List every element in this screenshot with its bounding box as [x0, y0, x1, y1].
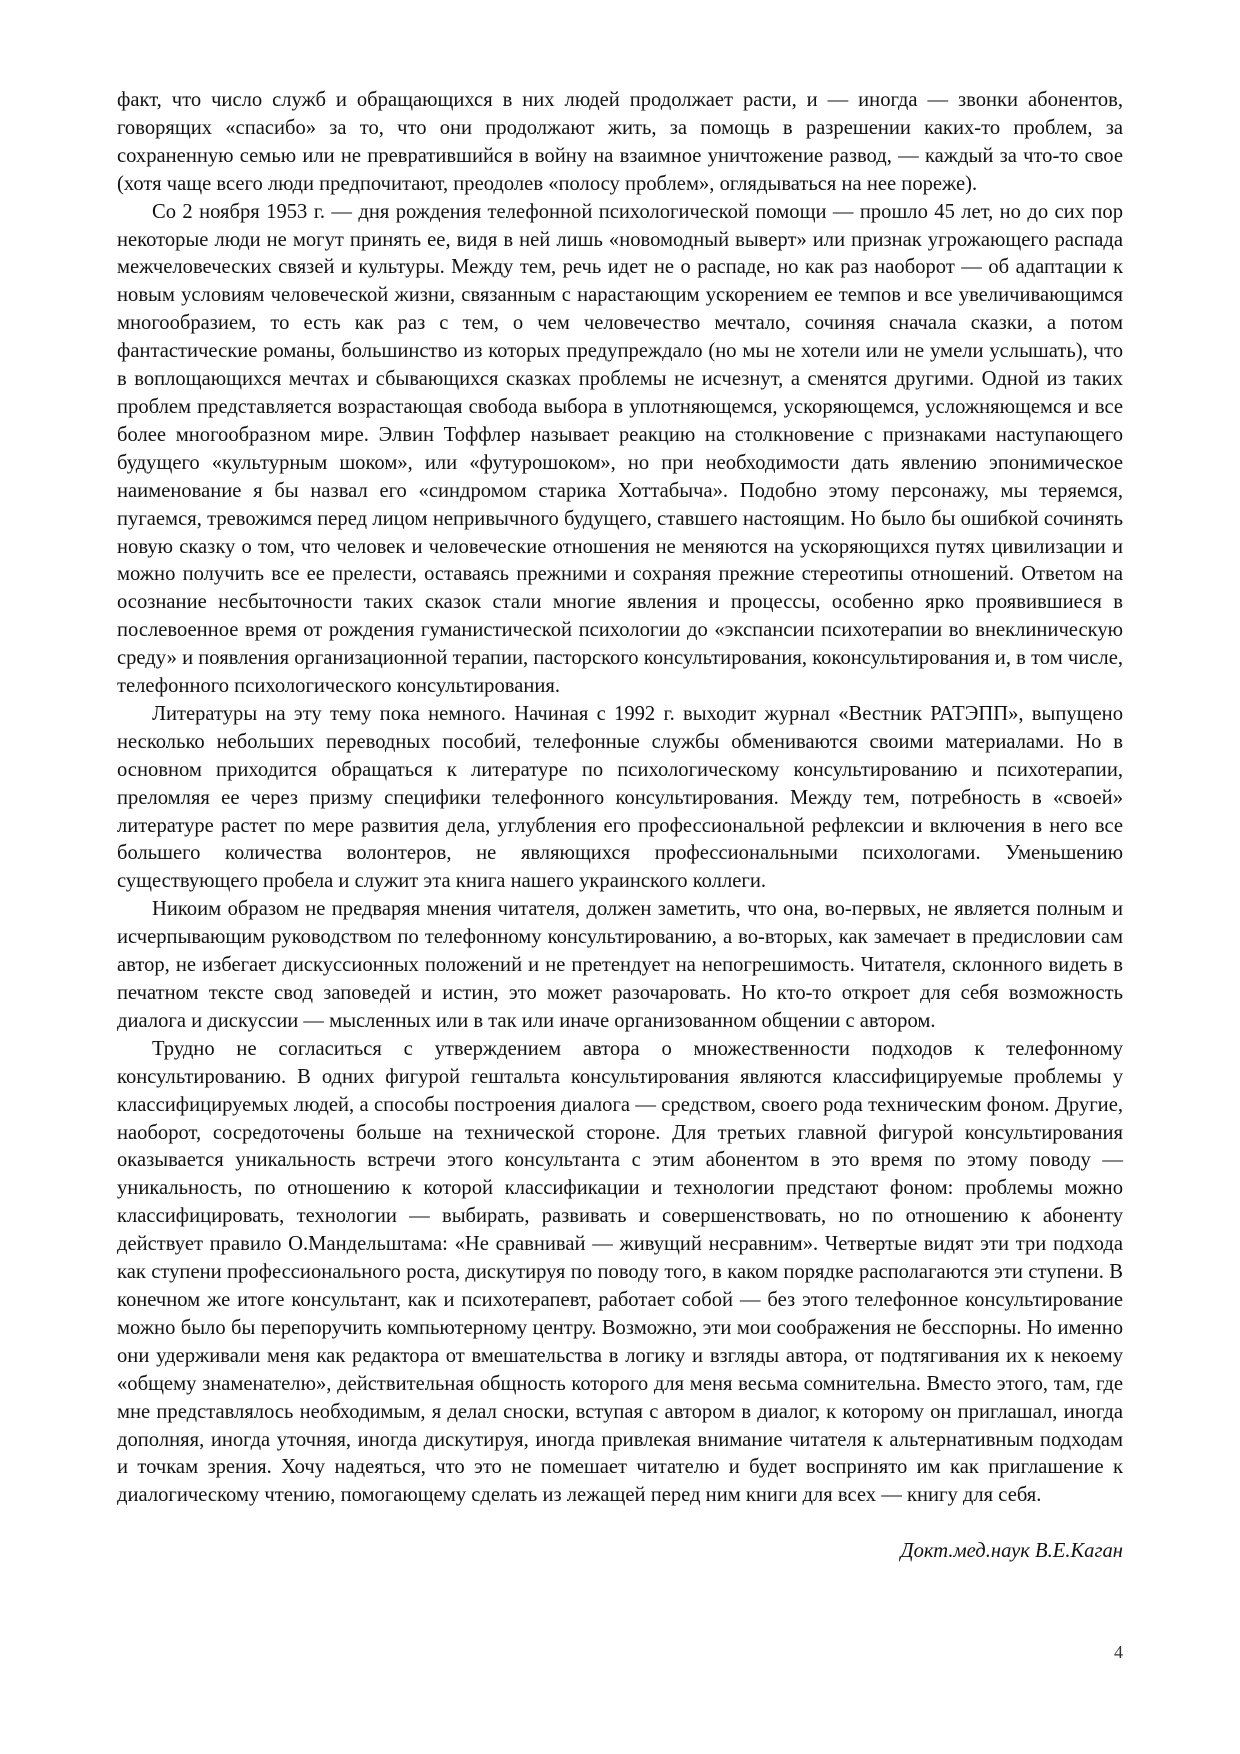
paragraph-approaches: Трудно не согласиться с утверждением автора о множественности подходов к телефонному консультированию. В одних фигурой гештальта консультирования являются классифицируемые проблемы у классифицируемых людей, а способы построения диалога — средством, своего рода техническим фоном. Другие, наоборот, сосредоточены больше на технической стороне. Для третьих главной фигурой консультирования оказывается уникальность встречи этого консультанта с этим абонентом в это время по этому поводу — уникальность, по отношению к которой классификации и технологии предстают фоном: проблемы можно классифицировать, технологии — выбирать, развивать и совершенствовать, но по отношению к абоненту действует правило О.Мандельштама: «Не сравнивай — живущий несравним». Четвертые видят эти три подхода как ступени профессионального роста, дискутируя по поводу того, в каком порядке располагаются эти ступени. В конечном же итоге консультант, как и психотерапевт, работает собой — без этого телефонное консультирование можно было бы перепоручить компьютерному центру. Возможно, эти мои соображения не бесспорны. Но именно они удерживали меня как редактора от вмешательства в логику и взгляды автора, от подтягивания их к некоему «общему знаменателю», действительная общность которого для меня весьма сомнительна. Вместо этого, там, где мне представлялось необходимым, я делал сноски, вступая с автором в диалог, к которому он приглашал, иногда дополняя, иногда уточняя, иногда дискутируя, иногда привлекая внимание читателя к альтернативным подходам и точкам зрения. Хочу надеяться, что это не помешает читателю и будет воспринято им как приглашение к диалогическому чтению, помогающему сделать из лежащей перед ним книги для всех — книгу для себя. — [117, 1037, 1123, 1507]
page-number: 4 — [1114, 1642, 1123, 1662]
author-signature: Докт.мед.наук В.Е.Каган — [900, 1540, 1123, 1562]
paragraph-continuation: факт, что число служб и обращающихся в них людей продолжает расти, и — иногда — звонки абонентов, говорящих «спасибо» за то, что они продолжают жить, за помощь в разрешении каких-то проблем, за сохраненную семью или не превратившийся в войну на взаимное уничтожение развод, — каждый за что-то свое (хотя чаще всего люди предпочитают, преодолев «полосу проблем», оглядываться на нее пореже). — [117, 89, 1123, 195]
paragraph-reader-note: Никоим образом не предваряя мнения читателя, должен заметить, что она, во-первых, не является полным и исчерпывающим руководством по телефонному консультированию, а во-вторых, как замечает в предисловии сам автор, не избегает дискуссионных положений и не претендует на непогрешимость. Читателя, склонного видеть в печатном тексте свод заповедей и истин, это может разочаровать. Но кто-то откроет для себя возможность диалога и дискуссии — мысленных или в так или иначе организованном общении с автором. — [117, 898, 1123, 1032]
body-text — [117, 87, 1123, 1510]
paragraph-history: Со 2 ноября 1953 г. — дня рождения телефонной психологической помощи — прошло 45 лет, но до сих пор некоторые люди не могут принять ее, видя в ней лишь «новомодный выверт» или признак угрожающего распада межчеловеческих связей и культуры. Между тем, речь идет не о распаде, но как раз наоборот — об адаптации к новым условиям человеческой жизни, связанным с нарастающим ускорением ее темпов и все увеличивающимся многообразием, то есть как раз с тем, о чем человечество мечтало, сочиняя сначала сказки, а потом фантастические романы, большинство из которых предупреждало (но мы не хотели или не умели услышать), что в воплощающихся мечтах и сбывающихся сказках проблемы не исчезнут, а сменятся другими. Одной из таких проблем представляется возрастающая свобода выбора в уплотняющемся, ускоряющемся, усложняющемся и все более многообразном мире. Элвин Тоффлер называет реакцию на столкновение с признаками наступающего будущего «культурным шоком», или «футурошоком», но при необходимости дать явлению эпонимическое наименование я бы назвал его «синдромом старика Хоттабыча». Подобно этому персонажу, мы теряемся, пугаемся, тревожимся перед лицом непривычного будущего, ставшего настоящим. Но было бы ошибкой сочинять новую сказку о том, что человек и человеческие отношения не меняются на ускоряющихся путях цивилизации и можно получить все ее прелести, оставаясь прежними и сохраняя прежние стереотипы отношений. Ответом на осознание несбыточности таких сказок стали многие явления и процессы, особенно ярко проявившиеся в послевоенное время от рождения гуманистической психологии до «экспансии психотерапии во внеклиническую среду» и появления организационной терапии, пасторского консультирования, коконсультирования и, в том числе, телефонного психологического консультирования. — [117, 200, 1123, 698]
paragraph-literature: Литературы на эту тему пока немного. Начиная с 1992 г. выходит журнал «Вестник РАТЭПП», выпущено несколько небольших переводных пособий, телефонные службы обмениваются своими материалами. Но в основном приходится обращаться к литературе по психологическому консультированию и психотерапии, преломляя ее через призму специфики телефонного консультирования. Между тем, потребность в «своей» литературе растет по мере развития дела, углубления его профессиональной рефлексии и включения в него все большего количества волонтеров, не являющихся профессиональными психологами. Уменьшению существующего пробела и служит эта книга нашего украинского коллеги. — [117, 702, 1123, 893]
